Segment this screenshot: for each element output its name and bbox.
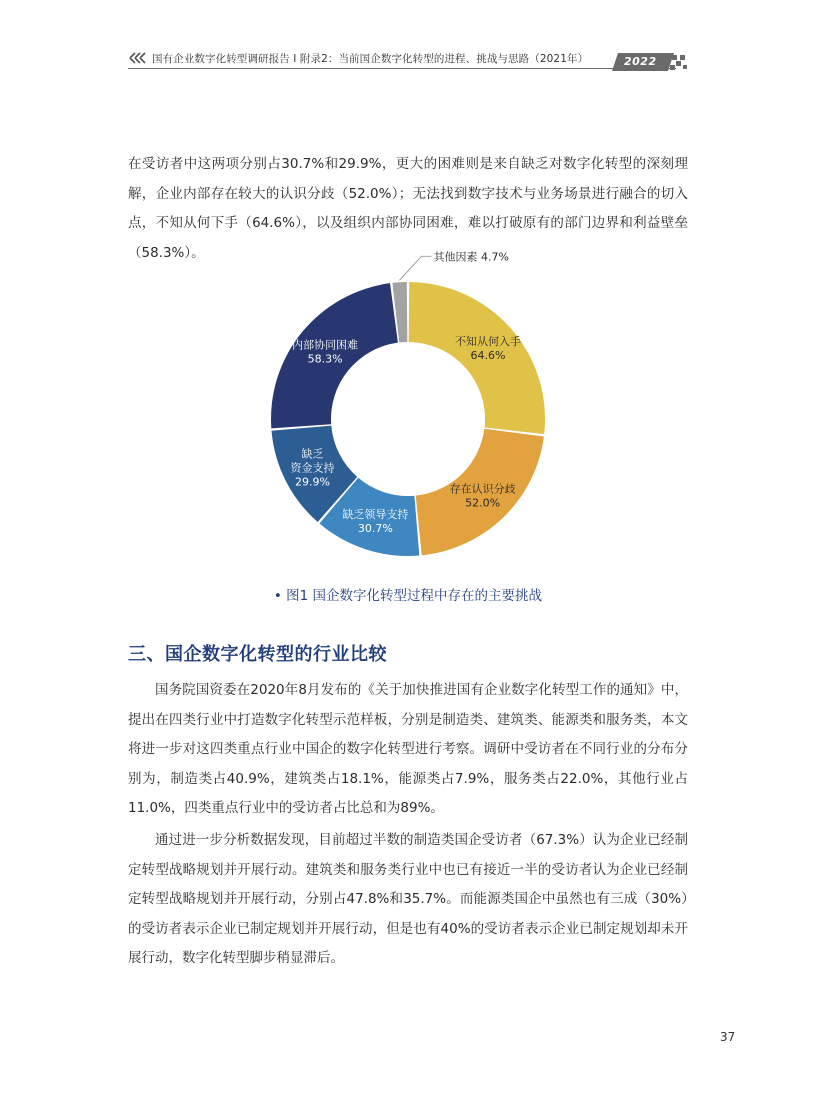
header-divider [128,68,676,69]
slice-label: 52.0% [465,496,501,510]
slice-label: 缺乏 [301,447,324,461]
year-badge [610,51,690,73]
body-paragraph-3: 通过进一步分析数据发现，目前超过半数的制造类国企受访者（67.3%）认为企业已经制定转型战略规划并开展行动。建筑类和服务类行业中也已有接近一半的受访者认为企业已经制定转型战略规划并开展行动，分别占47.8%和35.7%。而能源类国企中虽然也有三成（30%）的受访者表示企业已制定规划并开展行动，但是也有40%的受访者表示企业已制定规划却未开展行动，数字化转型脚步稍显滞后。 [128,832,688,966]
slice-label: 64.6% [470,348,506,362]
body-paragraph-2: 国务院国资委在2020年8月发布的《关于加快推进国有企业数字化转型工作的通知》中，提出在四类行业中打造数字化转型示范样板，分别是制造类、建筑类、能源类和服务类，本文将进一步对这四类重点行业中国企的数字化转型进行考察。调研中受访者在不同行业的分布分别为，制造类占40.9%，建筑类占18.1%，能源类占7.9%，服务类占22.0%，其他行业占11.0%，四类重点行业中的受访者占比总和为89%。 [128,682,688,816]
body-paragraph-1: 在受访者中这两项分别占30.7%和29.9%，更大的困难则是来自缺乏对数字化转型的深刻理解，企业内部存在较大的认识分歧（52.0%）；无法找到数字技术与业务场景进行融合的切入点，不知从何下手（64.6%），以及组织内部协同困难，难以打破原有的部门边界和利益壁垒（58.3%）。 [128,156,688,261]
year-label: 2022 [624,55,657,68]
header-title: 国有企业数字化转型调研报告 Ⅰ 附录2：当前国企数字化转型的进程、挑战与思路（2021年） [152,53,589,65]
page-header [128,48,688,72]
section-heading: 三、国企数字化转型的行业比较 [128,644,387,665]
slice-label: 缺乏领导支持 [342,507,409,521]
slice-label: 30.7% [357,521,393,535]
report-logo-icon [128,50,148,66]
challenges-donut-chart [240,248,580,570]
donut-chart-svg [240,248,580,570]
slice-label: 资金支持 [290,461,335,475]
slice-label: 29.9% [295,475,330,489]
page-number: 37 [720,1030,736,1044]
slice-label: 其他因素 4.7% [433,250,509,264]
slice-label: 存在认识分歧 [449,482,516,496]
figure-caption: • 图1 国企数字化转型过程中存在的主要挑战 [273,588,543,604]
slice-label: 内部协同困难 [292,338,359,352]
leader-line [399,256,431,280]
slice-label: 不知从何入手 [455,334,522,348]
slice-label: 58.3% [307,352,343,366]
